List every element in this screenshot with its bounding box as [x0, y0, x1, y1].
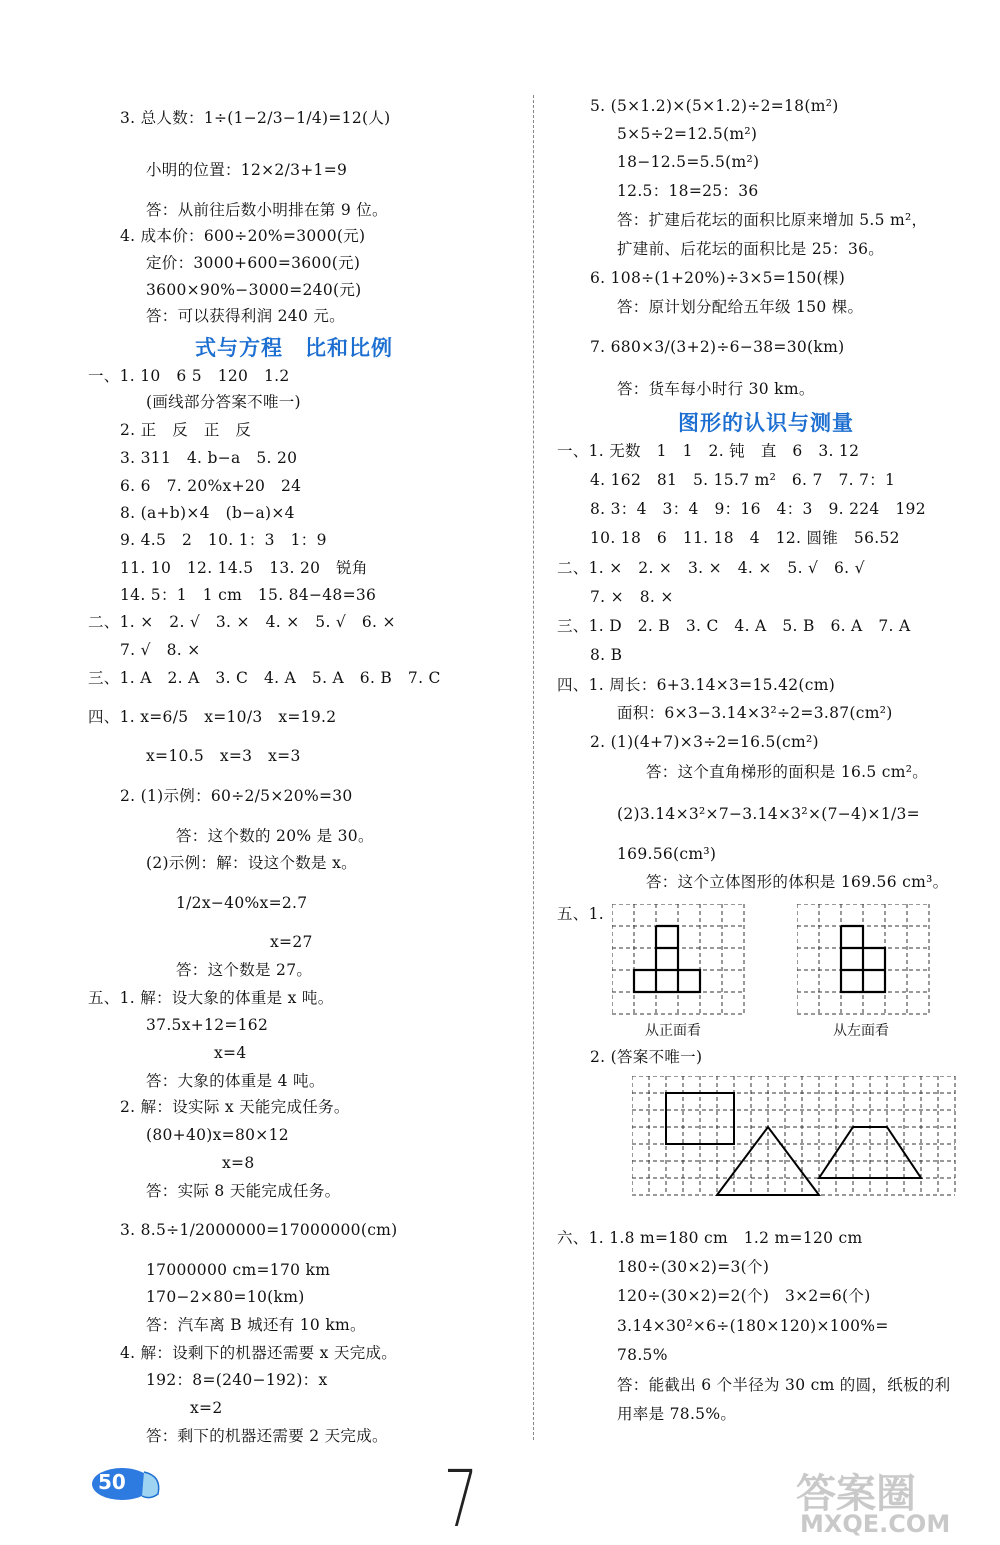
left-line: 3600×90%−3000=240(元) [146, 281, 362, 299]
left-line: x=8 [222, 1154, 255, 1172]
right-line: 78.5% [617, 1346, 668, 1364]
left-line: 192：8=(240−192)：x [146, 1371, 328, 1389]
left-line: 4. 成本价：600÷20%=3000(元) [120, 227, 366, 245]
left-line: 答：大象的体重是 4 吨。 [146, 1072, 325, 1090]
right-line: 答：这个直角梯形的面积是 16.5 cm²。 [646, 763, 929, 781]
left-line: 6. 6 7. 20%x+20 24 [120, 477, 302, 495]
left-line: (2)示例：解：设这个数是 x。 [146, 854, 357, 872]
right-line: 3.14×30²×6÷(180×120)×100%= [617, 1317, 889, 1335]
right-line: 答：这个立体图形的体积是 169.56 cm³。 [646, 873, 949, 891]
right-line: 8. B [590, 646, 623, 664]
left-line: 14. 5：1 1 cm 15. 84−48=36 [120, 586, 377, 604]
right-line: 面积：6×3−3.14×3²÷2=3.87(cm²) [617, 704, 893, 722]
left-line: 37.5x+12=162 [146, 1016, 269, 1034]
handwritten-mark: 7 [443, 1455, 479, 1545]
watermark-url: MXQE.COM [800, 1510, 951, 1538]
left-line: 答：这个数是 27。 [176, 961, 313, 979]
right-line: 169.56(cm³) [617, 845, 717, 863]
left-line: x=27 [270, 933, 313, 951]
right-line: 一、1. 无数 1 1 2. 钝 直 6 3. 12 [557, 442, 860, 460]
left-line: 17000000 cm=170 km [146, 1261, 331, 1279]
left-view-grid [797, 904, 931, 1016]
left-line: 答：实际 8 天能完成任务。 [146, 1182, 341, 1200]
left-line: 4. 解：设剩下的机器还需要 x 天完成。 [120, 1344, 398, 1362]
front-view-shape [634, 926, 700, 992]
right-line: 12.5：18=25：36 [617, 182, 759, 200]
left-line: 四、1. x=6/5 x=10/3 x=19.2 [88, 708, 337, 726]
left-line: 9. 4.5 2 10. 1：3 1：9 [120, 531, 327, 549]
left-line: 1/2x−40%x=2.7 [176, 894, 308, 912]
left-line: 二、1. × 2. √ 3. × 4. × 5. √ 6. × [88, 613, 396, 631]
left-line: 答：从前往后数小明排在第 9 位。 [146, 201, 388, 219]
right-line: 10. 18 6 11. 18 4 12. 圆锥 56.52 [590, 529, 900, 547]
right-line: 5. (5×1.2)×(5×1.2)÷2=18(m²) [590, 97, 839, 115]
right-line: 四、1. 周长：6+3.14×3=15.42(cm) [557, 676, 836, 694]
right-line: (2)3.14×3²×7−3.14×3²×(7−4)×1/3= [617, 805, 920, 823]
left-line: (80+40)x=80×12 [146, 1126, 289, 1144]
left-line: 8. (a+b)×4 (b−a)×4 [120, 504, 295, 522]
right-line: 18−12.5=5.5(m²) [617, 153, 760, 171]
right-line: 8. 3：4 3：4 9：16 4：3 9. 224 192 [590, 500, 926, 518]
left-line: 答：汽车离 B 城还有 10 km。 [146, 1316, 366, 1334]
left-line: x=4 [214, 1044, 247, 1062]
front-view-caption: 从正面看 [645, 1023, 701, 1039]
left-line: 11. 10 12. 14.5 13. 20 锐角 [120, 559, 368, 577]
left-line: 答：可以获得利润 240 元。 [146, 307, 345, 325]
right-line: 4. 162 81 5. 15.7 m² 6. 7 7. 7：1 [590, 471, 896, 489]
left-line: 2. (1)示例：60÷2/5×20%=30 [120, 787, 353, 805]
right-line: 答：货车每小时行 30 km。 [617, 380, 815, 398]
right-line: 用率是 78.5%。 [617, 1405, 737, 1423]
left-line: 小明的位置：12×2/3+1=9 [146, 161, 348, 179]
right-line: 180÷(30×2)=3(个) [617, 1258, 770, 1276]
right-line: 7. 680×3/(3+2)÷6−38=30(km) [590, 338, 845, 356]
left-line: 2. 解：设实际 x 天能完成任务。 [120, 1098, 350, 1116]
left-line: (画线部分答案不唯一) [146, 393, 301, 411]
left-line: 答：这个数的 20% 是 30。 [176, 827, 374, 845]
left-line: 170−2×80=10(km) [146, 1288, 305, 1306]
right-line: 扩建前、后花坛的面积比是 25：36。 [617, 240, 885, 258]
left-line: 2. 正 反 正 反 [120, 421, 252, 439]
left-line: 一、1. 10 6 5 120 1.2 [88, 367, 290, 385]
left-view-caption: 从左面看 [833, 1023, 889, 1039]
left-line: 三、1. A 2. A 3. C 4. A 5. A 6. B 7. C [88, 669, 441, 687]
page-number: 50 [98, 1470, 126, 1494]
left-line: 答：剩下的机器还需要 2 天完成。 [146, 1427, 388, 1445]
left-line: 3. 8.5÷1/2000000=17000000(cm) [120, 1221, 398, 1239]
shapes-grid [632, 1076, 962, 1212]
right-line: 2. (答案不唯一) [590, 1048, 703, 1066]
right-line: 6. 108÷(1+20%)÷3×5=150(棵) [590, 269, 846, 287]
right-line: 答：扩建后花坛的面积比原来增加 5.5 m²， [617, 211, 928, 229]
right-line: 120÷(30×2)=2(个) 3×2=6(个) [617, 1287, 871, 1305]
right-line: 五、1. [557, 905, 604, 923]
left-line: 3. 311 4. b−a 5. 20 [120, 449, 298, 467]
section-title: 式与方程 比和比例 [195, 336, 393, 360]
right-line: 答：能截出 6 个半径为 30 cm 的圆，纸板的利 [617, 1376, 951, 1394]
left-view-shape [841, 926, 885, 992]
right-line: 三、1. D 2. B 3. C 4. A 5. B 6. A 7. A [557, 617, 911, 635]
right-line: 六、1. 1.8 m=180 cm 1.2 m=120 cm [557, 1229, 863, 1247]
right-line: 二、1. × 2. × 3. × 4. × 5. √ 6. √ [557, 559, 865, 577]
left-line: x=10.5 x=3 x=3 [146, 747, 301, 765]
right-line: 2. (1)(4+7)×3÷2=16.5(cm²) [590, 733, 819, 751]
right-line: 答：原计划分配给五年级 150 棵。 [617, 298, 864, 316]
column-divider [533, 95, 534, 1440]
left-line: 7. √ 8. × [120, 641, 201, 659]
left-line: 五、1. 解：设大象的体重是 x 吨。 [88, 989, 334, 1007]
left-line: 3. 总人数：1÷(1−2/3−1/4)=12(人) [120, 109, 391, 127]
left-line: x=2 [190, 1399, 223, 1417]
left-line: 定价：3000+600=3600(元) [146, 254, 361, 272]
section-title: 图形的认识与测量 [678, 411, 854, 435]
front-view-grid [612, 904, 746, 1016]
watermark-logo: 答案圈 [796, 1471, 916, 1517]
right-line: 7. × 8. × [590, 588, 674, 606]
right-line: 5×5÷2=12.5(m²) [617, 125, 758, 143]
